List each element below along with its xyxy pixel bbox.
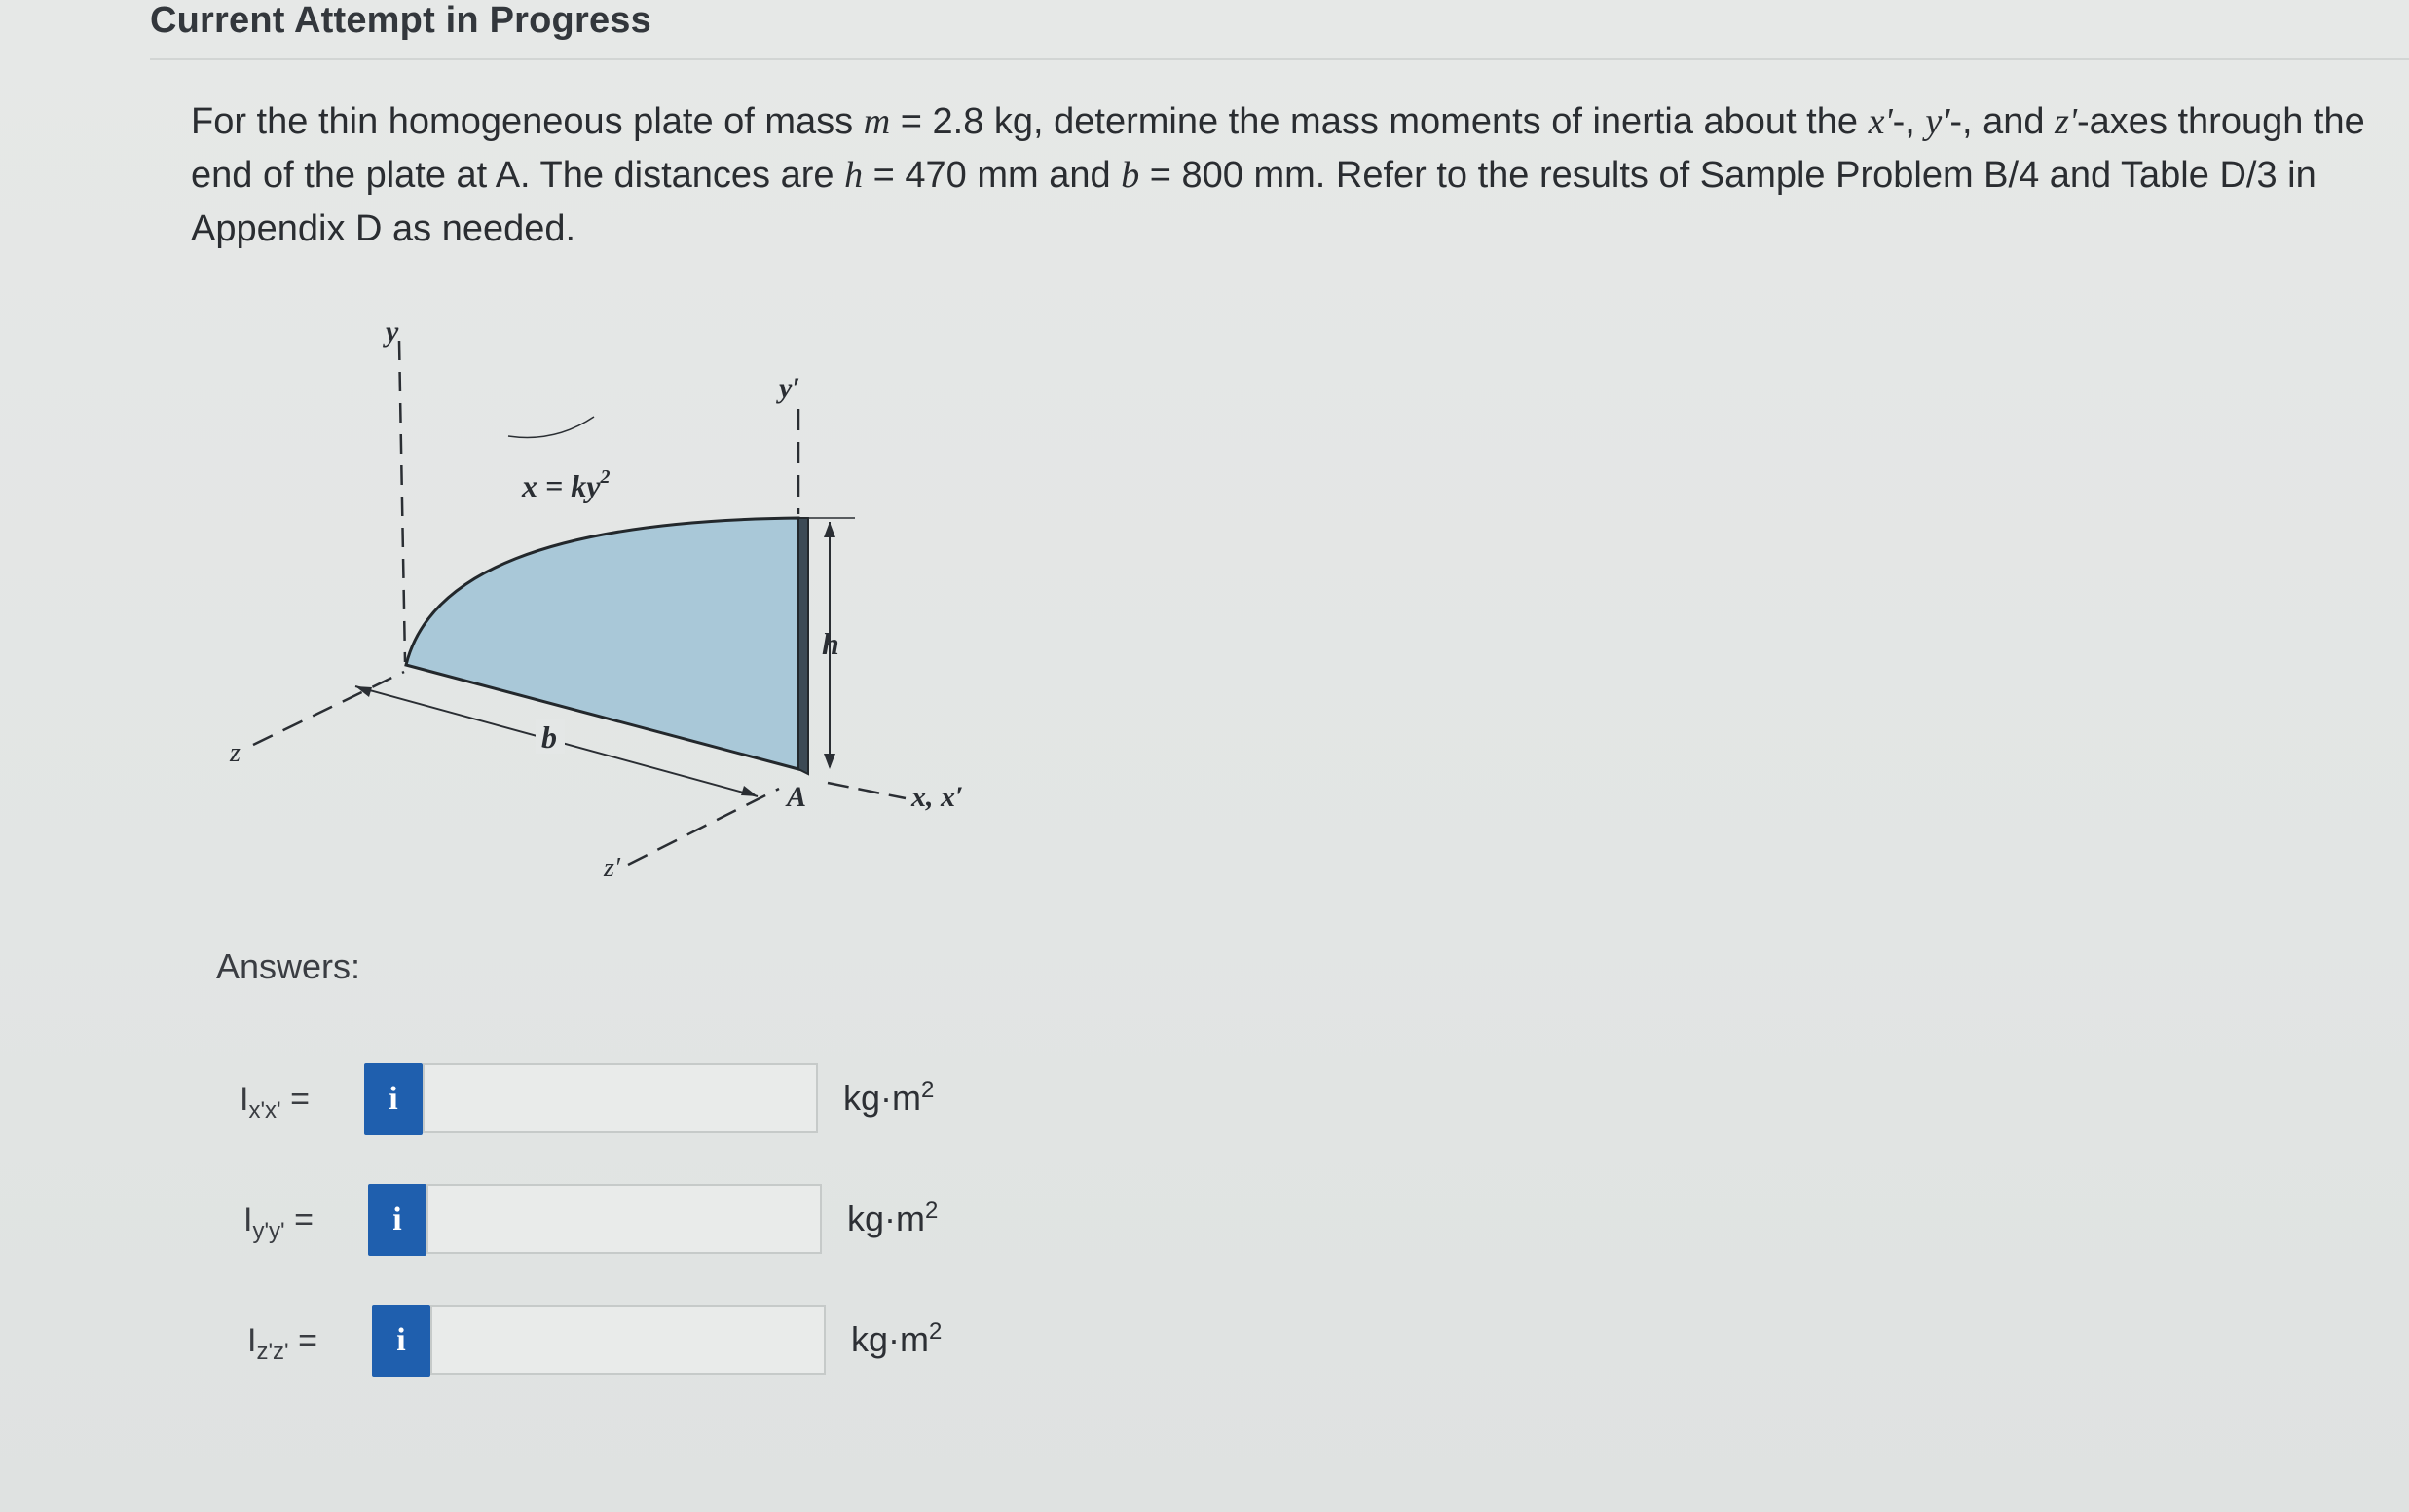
ixx-unit: $kg\cdot m^2$: [843, 1077, 935, 1118]
ixx-input[interactable]: [423, 1063, 818, 1133]
info-button[interactable]: i: [364, 1063, 423, 1135]
problem-text: = 800 mm. Refer to the results of Sample Problem B/4 and Table D/3 in Appendix D as needed.: [191, 155, 2316, 249]
page-title: Current Attempt in Progress: [150, 0, 651, 41]
plate-diagram: [195, 312, 1013, 896]
problem-text: -,: [1892, 101, 1926, 142]
izz-input[interactable]: [430, 1305, 826, 1375]
x-axis-label: x, x′: [911, 781, 964, 813]
plate-edge: [798, 518, 808, 774]
info-button[interactable]: i: [372, 1305, 430, 1377]
x-axis: [828, 783, 906, 798]
problem-text: -, and: [1949, 101, 2056, 142]
b-label: b: [541, 719, 557, 755]
problem-text: For the thin homogeneous plate of mass: [191, 101, 864, 142]
ixx-label: $I_{x'x'}$ =: [240, 1081, 310, 1124]
problem-text: = 2.8 kg, determine the mass moments of inertia about the: [890, 101, 1869, 142]
izz-unit: $kg\cdot m^2$: [851, 1318, 943, 1359]
point-a-label: A: [787, 781, 807, 813]
answer-row-ixx: [234, 1063, 1013, 1139]
problem-text: = 470 mm and: [863, 155, 1122, 196]
y-axis: [399, 341, 405, 662]
problem-statement: [191, 95, 2391, 256]
iyy-label: $I_{y'y'}$ =: [243, 1201, 314, 1244]
iyy-input[interactable]: [426, 1184, 822, 1254]
header-divider: [150, 58, 2409, 60]
info-button[interactable]: i: [368, 1184, 426, 1256]
answers-heading: Answers:: [216, 946, 361, 986]
curve-equation: $x = ky^2$: [522, 466, 611, 503]
b-arrow-left: [355, 686, 372, 697]
y-prime-symbol: y': [1925, 101, 1950, 142]
problem-text: -axes through the end of the plate at A. The distances are: [191, 101, 2365, 196]
b-arrow-right: [741, 786, 758, 796]
answer-row-izz: [241, 1305, 1020, 1381]
y-prime-label: y′: [779, 372, 800, 404]
x-prime-symbol: x': [1868, 101, 1893, 142]
h-arrow-bottom: [824, 754, 835, 769]
mass-symbol: m: [863, 101, 891, 142]
plate-shape: [406, 518, 798, 769]
z-prime-axis: [628, 789, 779, 865]
z-prime-symbol: z': [2055, 101, 2078, 142]
iyy-unit: $kg\cdot m^2$: [847, 1198, 939, 1238]
curve-leader: [508, 417, 594, 437]
izz-label: $I_{z'z'}$ =: [247, 1322, 317, 1365]
z-prime-label: z′: [604, 853, 621, 883]
h-label: h: [822, 626, 839, 661]
b-symbol: b: [1121, 155, 1140, 196]
z-axis: [253, 672, 404, 745]
y-axis-label: y: [386, 315, 399, 348]
z-axis-label: z: [230, 738, 241, 768]
h-arrow-top: [824, 522, 835, 537]
h-symbol: h: [844, 155, 864, 196]
answer-row-iyy: [238, 1184, 1017, 1260]
